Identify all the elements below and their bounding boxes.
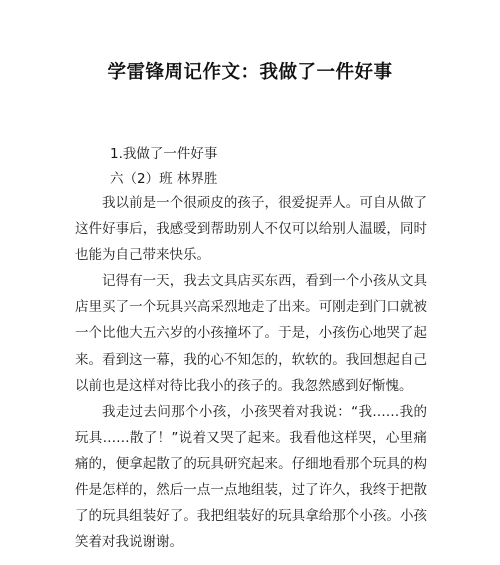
paragraph: 记得有一天，我去文具店买东西，看到一个小孩从文具店里买了一个玩具兴高采烈地走了出来。可刚走到门口就被一个比他大五六岁的小孩撞坏了。于是，小孩伤心地哭了起来。看到这一幕，我的心不知怎的，软软的。我回想起自己以前也是这样对待比我小的孩子的。我忽然感到好惭愧。 <box>75 273 427 394</box>
page-title: 学雷锋周记作文：我做了一件好事 <box>107 62 393 83</box>
paragraph: 我走过去问那个小孩，小孩哭着对我说：“我……我的玩具……散了！”说着又哭了起来。我看他这样哭，心里痛痛的，便拿起散了的玩具研究起来。仔细地看那个玩具的构件是怎样的，然后一点一点地组装，过了许久，我终于把散了的玩具组装好了。我把组装好的玩具拿给那个小孩。小孩笑着对我说谢谢。 <box>75 403 427 551</box>
article-body <box>75 190 427 555</box>
section-heading: 1.我做了一件好事 <box>110 146 218 162</box>
paragraph: 我以前是一个很顽皮的孩子，很爱捉弄人。可自从做了这件好事后，我感受到帮助别人不仅可以给别人温暖，同时也能为自己带来快乐。 <box>75 195 427 264</box>
author-line: 六（2）班 林界胜 <box>110 171 218 187</box>
